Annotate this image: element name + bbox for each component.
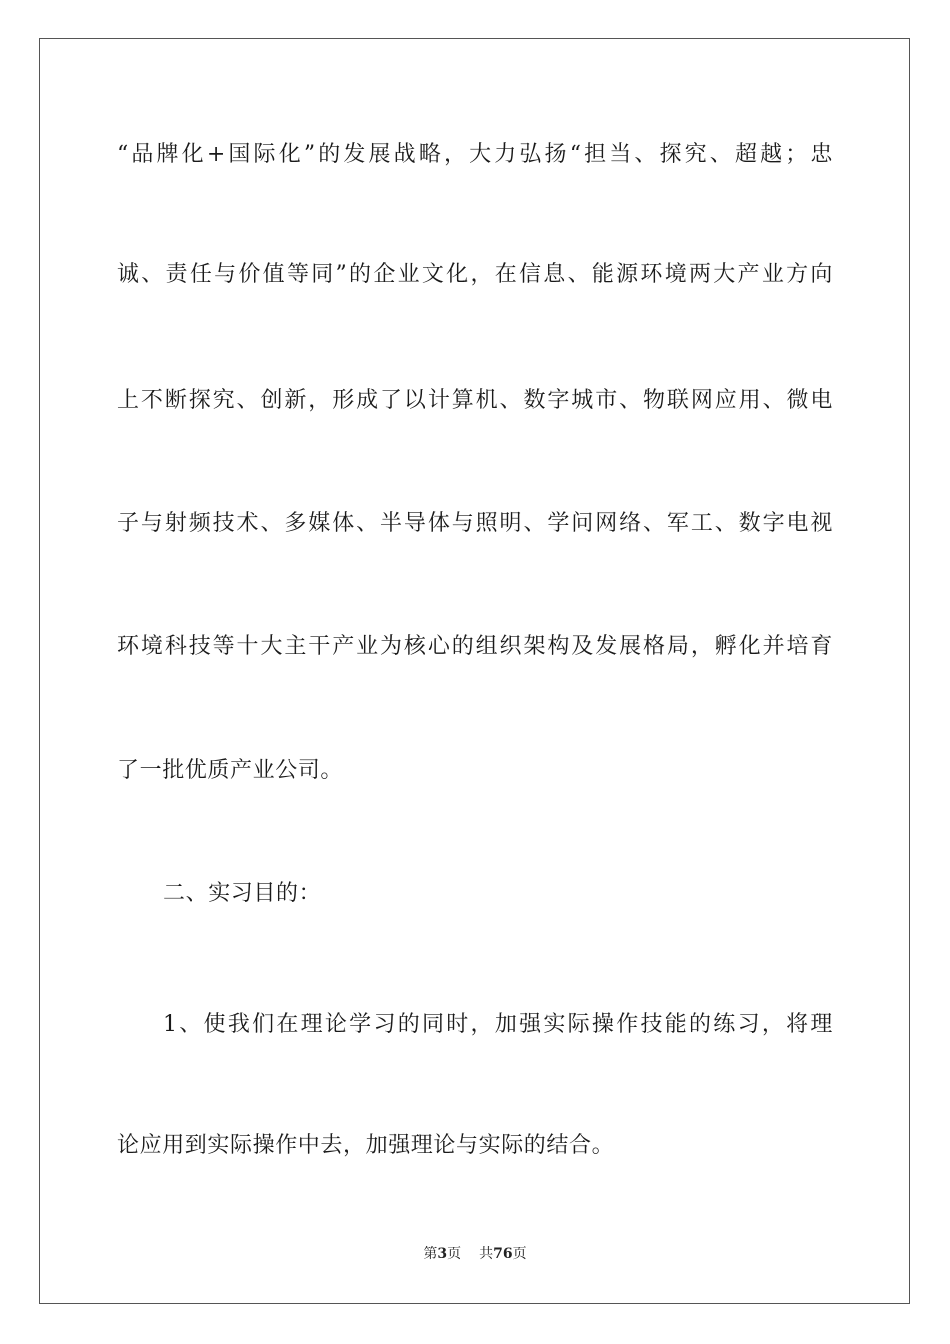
total-pages: 76 [493,1246,513,1262]
page-footer [0,1244,950,1264]
total-prefix: 共 [479,1246,494,1262]
total-suffix: 页 [512,1246,527,1262]
text-line: 了一批优质产业公司。 [117,758,344,783]
page-prefix: 第 [423,1246,438,1262]
text-line: 诚、责任与价值等同”的企业文化，在信息、能源环境两大产业方向 [117,262,833,287]
page-number: 3 [437,1246,448,1262]
text-line: “品牌化+国际化”的发展战略，大力弘扬“担当、探究、超越；忠 [117,142,833,167]
text-line: 上不断探究、创新，形成了以计算机、数字城市、物联网应用、微电 [117,388,833,413]
text-line: 子与射频技术、多媒体、半导体与照明、学问网络、军工、数字电视 [117,511,833,536]
section-heading: 二、实习目的： [163,881,322,906]
text-line: 1、使我们在理论学习的同时，加强实际操作技能的练习，将理 [163,1012,833,1037]
text-line: 论应用到实际操作中去，加强理论与实际的结合。 [117,1133,615,1158]
page-border [39,38,910,1304]
text-line: 环境科技等十大主干产业为核心的组织架构及发展格局，孵化并培育 [117,634,833,659]
page-suffix: 页 [447,1246,462,1262]
